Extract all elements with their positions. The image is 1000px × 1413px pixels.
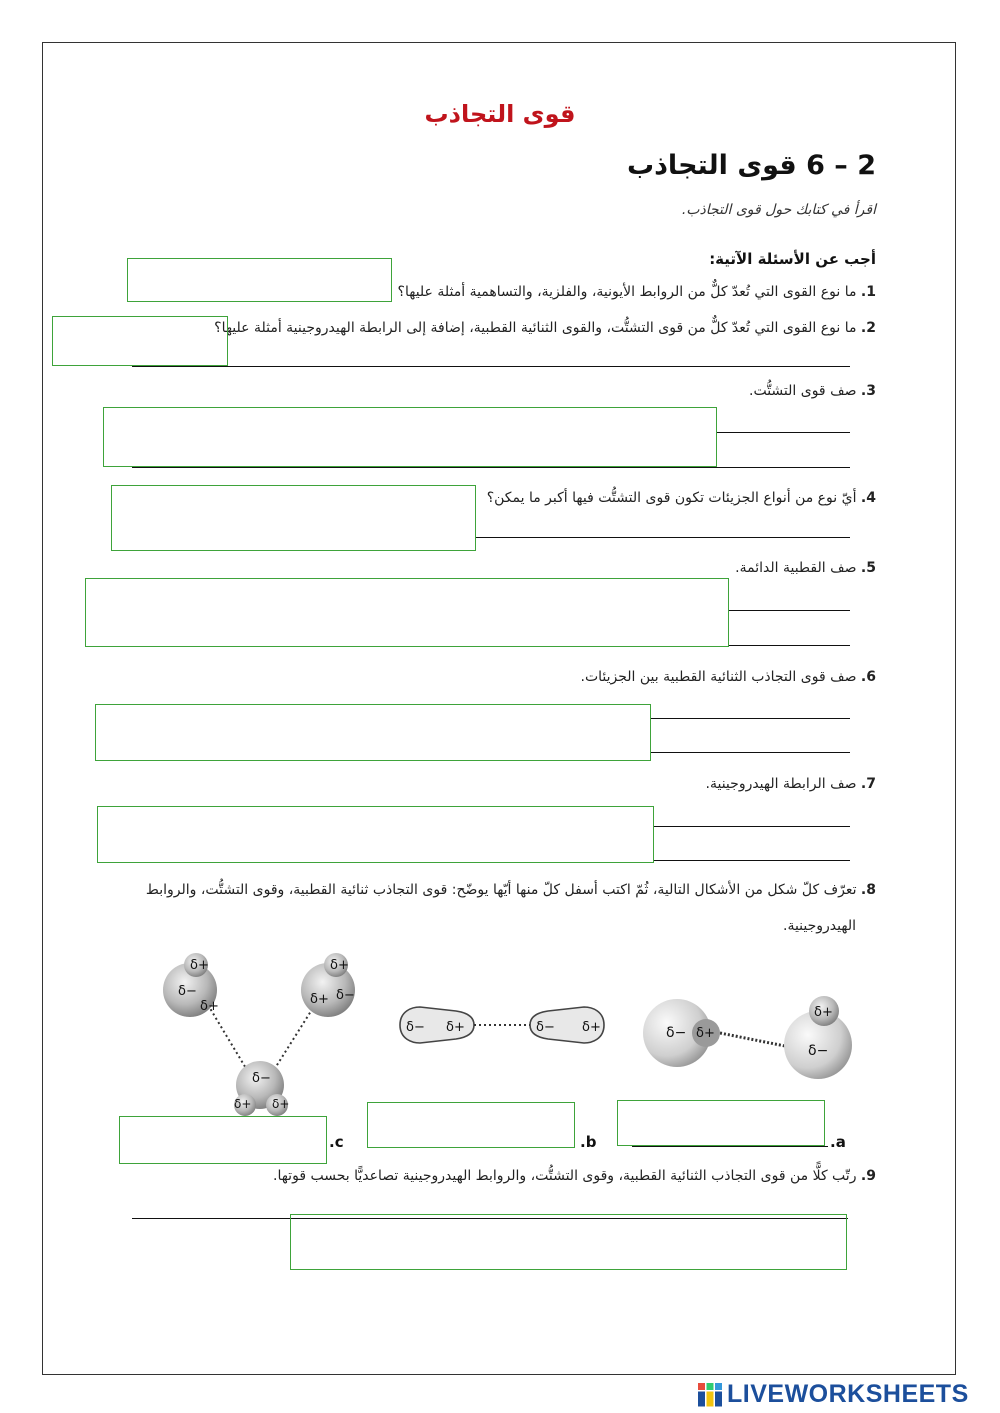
- answer-line-5a: [728, 610, 850, 611]
- answer-line-7a: [653, 826, 850, 827]
- answer-line-5b: [728, 645, 850, 646]
- figure-label-a: .a: [830, 1133, 846, 1151]
- figure-label-b: .b: [580, 1133, 597, 1151]
- question-6-number: 6.: [860, 669, 876, 685]
- charge-label: δ+: [200, 999, 219, 1014]
- answer-input-b[interactable]: [368, 1103, 574, 1147]
- answer-input-2[interactable]: [53, 317, 227, 365]
- question-4: [487, 490, 876, 506]
- question-9-text: رتّب كلًّا من قوى التجاذب الثنائية القطبية، وقوى التشتُّت، والروابط الهيدروجينية تصاعديًّا بحسب قوتها.: [273, 1168, 857, 1184]
- molecule-figures: [150, 945, 870, 1120]
- question-9-number: 9.: [860, 1168, 876, 1184]
- charge-label: δ−: [336, 988, 355, 1003]
- figure-a-interaction-line: [720, 1033, 790, 1047]
- answer-line-3b: [132, 467, 850, 468]
- page-title: قوى التجاذب: [424, 100, 576, 128]
- question-8: [146, 882, 876, 898]
- question-5-number: 5.: [860, 560, 876, 576]
- question-9: [273, 1168, 876, 1184]
- question-2-number: 2.: [860, 320, 876, 336]
- answer-line-2: [132, 366, 850, 367]
- charge-label: δ+: [330, 958, 349, 973]
- question-5-text: صف القطبية الدائمة.: [735, 560, 857, 576]
- brand-name: LIVEWORKSHEETS: [727, 1380, 969, 1408]
- answer-line-7b: [653, 860, 850, 861]
- answer-box-9[interactable]: [290, 1214, 847, 1270]
- charge-label: δ+: [696, 1026, 715, 1041]
- question-1-number: 1.: [860, 284, 876, 300]
- answer-line-6a: [650, 718, 850, 719]
- question-1: [398, 284, 876, 300]
- charge-label: δ+: [190, 958, 209, 973]
- answer-box-2[interactable]: [52, 316, 228, 366]
- charge-label: δ+: [446, 1020, 465, 1035]
- charge-label: δ−: [406, 1020, 425, 1035]
- charge-label: δ−: [666, 1025, 687, 1041]
- section-title: 2 – 6 قوى التجاذب: [626, 150, 876, 181]
- questions-header: أجب عن الأسئلة الآتية:: [709, 250, 876, 268]
- charge-label: δ−: [536, 1020, 555, 1035]
- answer-input-3[interactable]: [104, 408, 716, 466]
- intro-text: اقرأ في كتابك حول قوى التجاذب.: [681, 202, 876, 218]
- answer-input-a[interactable]: [618, 1101, 824, 1145]
- charge-label: δ+: [814, 1005, 833, 1020]
- question-2-text: ما نوع القوى التي تُعدّ كلٌّ من قوى التشتُّت، والقوى الثنائية القطبية، إضافة إلى الرابطة الهيدروجينية أمثلة عليها؟: [214, 320, 857, 336]
- charge-label: δ+: [582, 1020, 601, 1035]
- answer-input-6[interactable]: [96, 705, 650, 760]
- figure-c-hydrogen-bonding: [163, 953, 355, 1116]
- question-8-number: 8.: [860, 882, 876, 898]
- answer-input-9[interactable]: [291, 1215, 846, 1269]
- answer-box-a[interactable]: [617, 1100, 825, 1146]
- answer-line-3a: [716, 432, 850, 433]
- answer-box-3[interactable]: [103, 407, 717, 467]
- question-6: [581, 669, 876, 685]
- charge-label: δ+: [272, 1097, 290, 1111]
- answer-input-7[interactable]: [98, 807, 653, 862]
- answer-input-4[interactable]: [112, 486, 475, 550]
- answer-box-6[interactable]: [95, 704, 651, 761]
- brand-logo-icon: [697, 1382, 723, 1408]
- figure-b-dispersion: [400, 1007, 604, 1043]
- charge-label: δ−: [178, 984, 197, 999]
- answer-input-1[interactable]: [128, 259, 391, 301]
- brand-logo: [697, 1379, 997, 1409]
- question-8-text-line1: تعرّف كلّ شكل من الأشكال التالية، ثُمّ اكتب أسفل كلّ منها أيّها يوضّح: قوى التجاذب ثنائية القطبية، وقوى التشتُّت، والروابط: [145, 882, 857, 898]
- question-3-text: صف قوى التشتُّت.: [749, 383, 857, 399]
- charge-label: δ+: [234, 1097, 252, 1111]
- answer-box-7[interactable]: [97, 806, 654, 863]
- figure-a-dipole-dipole: [643, 996, 852, 1079]
- charge-label: δ−: [808, 1043, 829, 1059]
- question-7: [706, 776, 876, 792]
- answer-input-c[interactable]: [120, 1117, 326, 1163]
- question-8-line2: [783, 918, 856, 934]
- question-4-text: أيّ نوع من أنواع الجزيئات تكون قوى التشتُّت فيها أكبر ما يمكن؟: [486, 490, 857, 506]
- answer-line-a: [632, 1146, 828, 1147]
- question-4-number: 4.: [860, 490, 876, 506]
- answer-box-1[interactable]: [127, 258, 392, 302]
- answer-input-5[interactable]: [86, 579, 728, 646]
- answer-line-6b: [650, 752, 850, 753]
- question-5: [735, 560, 876, 576]
- answer-box-b[interactable]: [367, 1102, 575, 1148]
- answer-box-4[interactable]: [111, 485, 476, 551]
- question-6-text: صف قوى التجاذب الثنائية القطبية بين الجزيئات.: [580, 669, 857, 685]
- question-8-text-line2: الهيدروجينية.: [783, 918, 856, 934]
- question-7-number: 7.: [860, 776, 876, 792]
- answer-box-5[interactable]: [85, 578, 729, 647]
- charge-label: δ+: [310, 992, 329, 1007]
- question-1-text: ما نوع القوى التي تُعدّ كلٌّ من الروابط الأيونية، والفلزية، والتساهمية أمثلة عليها؟: [397, 284, 857, 300]
- charge-label: δ−: [252, 1071, 271, 1086]
- question-3: [749, 383, 876, 399]
- answer-line-4: [476, 537, 850, 538]
- question-7-text: صف الرابطة الهيدروجينية.: [705, 776, 857, 792]
- figure-label-c: .c: [329, 1133, 344, 1151]
- figure-c-bond-left: [208, 1005, 250, 1075]
- answer-box-c[interactable]: [119, 1116, 327, 1164]
- question-2: [214, 320, 876, 336]
- question-3-number: 3.: [860, 383, 876, 399]
